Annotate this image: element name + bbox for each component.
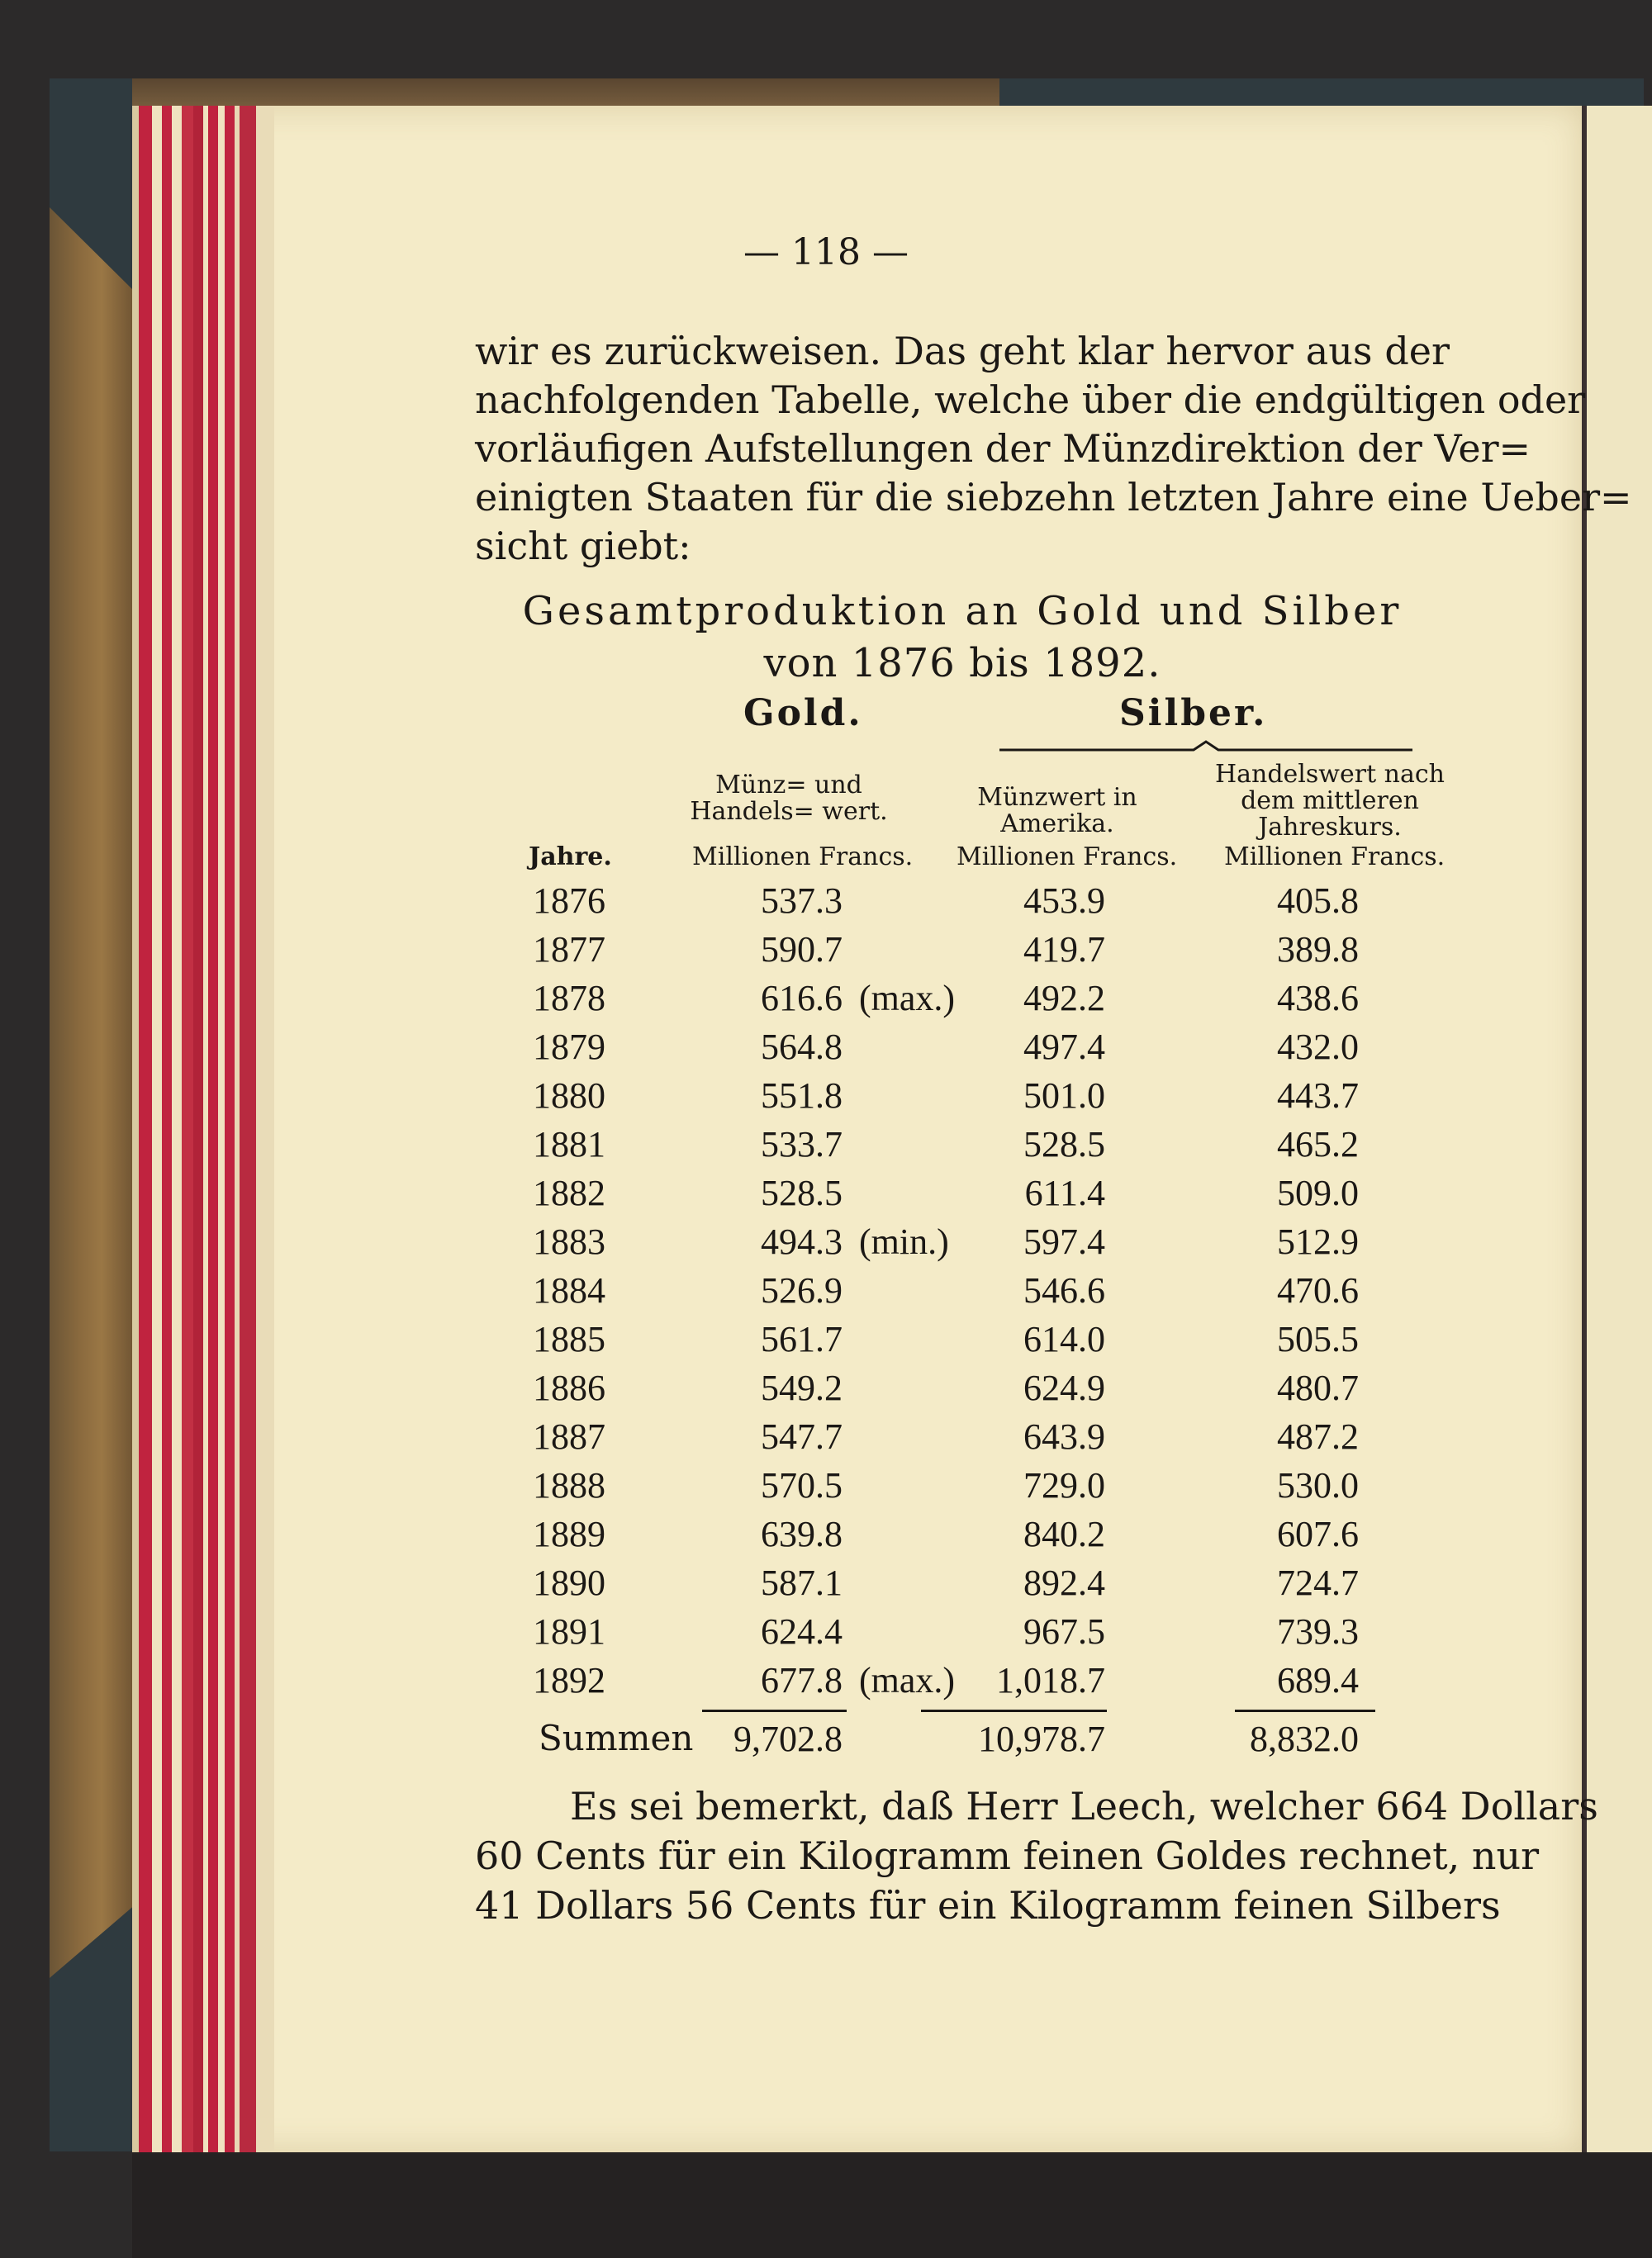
closing-line: 41 Dollars 56 Cents für ein Kilogramm feinen Silbers — [475, 1883, 1501, 1928]
table-row: 1883 494.3 (min.) 597.4 512.9 — [533, 1222, 1359, 1262]
intro-line: nachfolgenden Tabelle, welche über die endgültigen oder — [475, 377, 1586, 422]
closing-line: Es sei bemerkt, daß Herr Leech, welcher 664 Dollars — [570, 1784, 1598, 1829]
page-number: — 118 — — [743, 231, 909, 273]
col-unit-year: Jahre. — [529, 842, 612, 871]
table-row: 1892 677.8 (max.) 1,018.7 689.4 — [533, 1660, 1359, 1701]
col-header-silver-trade: Handelswert nach dem mittleren Jahreskurs. — [1214, 760, 1445, 842]
intro-line: sicht giebt: — [475, 524, 691, 568]
table-row: 1878 616.6 (max.) 492.2 438.6 — [533, 978, 1359, 1018]
col-unit-gold: Millionen Francs. — [692, 842, 914, 871]
table-title: Gesamtproduktion an Gold und Silber — [522, 588, 1403, 634]
table-row: 1879 564.8 497.4 432.0 — [533, 1027, 1359, 1067]
totals-row: Summen 9,702.8 10,978.7 8,832.0 — [539, 1718, 1359, 1759]
col-unit-silver-trade: Millionen Francs. — [1224, 842, 1446, 871]
col-header-silver-mint: Münzwert in Amerika. — [977, 783, 1137, 838]
group-header-gold: Gold. — [743, 692, 863, 734]
intro-line: einigten Staaten für die siebzehn letzten Jahre eine Ueber= — [475, 475, 1632, 519]
col-unit-silver-mint: Millionen Francs. — [957, 842, 1178, 871]
sum-rule-gold — [702, 1710, 847, 1712]
table-row: 1877 590.7 419.7 389.8 — [533, 929, 1359, 970]
table-row: 1891 624.4 967.5 739.3 — [533, 1611, 1359, 1652]
table-row: 1882 528.5 611.4 509.0 — [533, 1173, 1359, 1213]
group-header-silver: Silber. — [1119, 692, 1268, 734]
table-row: 1888 570.5 729.0 530.0 — [533, 1465, 1359, 1506]
col-header-gold: Münz= und Handels= wert. — [690, 771, 888, 826]
closing-line: 60 Cents für ein Kilogramm feinen Goldes rechnet, nur — [475, 1833, 1540, 1878]
table-row: 1889 639.8 840.2 607.6 — [533, 1514, 1359, 1554]
table-row: 1880 551.8 501.0 443.7 — [533, 1075, 1359, 1116]
table-row: 1886 549.2 624.9 480.7 — [533, 1368, 1359, 1408]
table-row: 1887 547.7 643.9 487.2 — [533, 1416, 1359, 1457]
intro-line: wir es zurückweisen. Das geht klar hervor aus der — [475, 329, 1450, 373]
sum-rule-trade — [1235, 1710, 1375, 1712]
intro-line: vorläufigen Aufstellungen der Münzdirektion der Ver= — [475, 426, 1531, 471]
table-row: 1885 561.7 614.0 505.5 — [533, 1319, 1359, 1359]
table-row: 1876 537.3 453.9 405.8 — [533, 880, 1359, 921]
table-subtitle: von 1876 bis 1892. — [763, 640, 1161, 686]
table-row: 1884 526.9 546.6 470.6 — [533, 1270, 1359, 1311]
table-row: 1890 587.1 892.4 724.7 — [533, 1563, 1359, 1603]
table-row: 1881 533.7 528.5 465.2 — [533, 1124, 1359, 1165]
silver-brace — [999, 740, 1412, 752]
sum-rule-silver — [921, 1710, 1107, 1712]
